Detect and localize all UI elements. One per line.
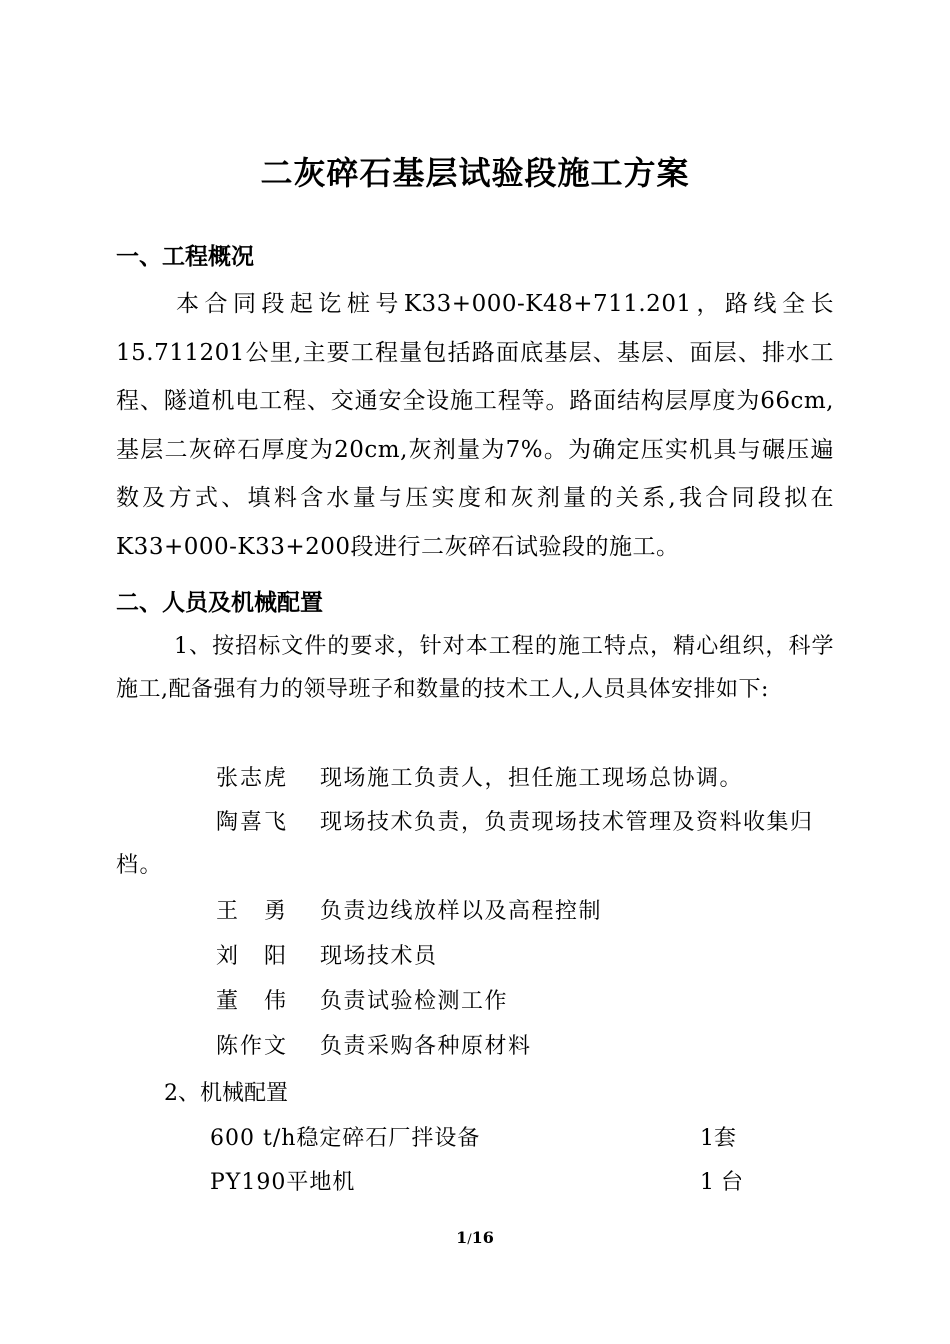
page-number xyxy=(0,1228,950,1247)
machinery-quantity: 1套 xyxy=(700,1126,736,1151)
current-page-number: 1 xyxy=(456,1228,468,1247)
personnel-row xyxy=(116,935,834,978)
personnel-name: 张志虎 xyxy=(216,766,289,791)
personnel-row xyxy=(116,757,834,800)
personnel-name: 陶喜飞 xyxy=(216,810,289,835)
personnel-role: 负责边线放样以及高程控制 xyxy=(320,899,603,924)
personnel-row xyxy=(116,1025,834,1068)
personnel-name: 刘阳 xyxy=(216,944,313,969)
total-page-count: 16 xyxy=(471,1228,494,1247)
personnel-name: 王勇 xyxy=(216,899,313,924)
overview-paragraph: 本合同段起讫桩号K33+000-K48+711.201，路线全长15.711201公里,主要工程量包括路面底基层、基层、面层、排水工程、隧道机电工程、交通安全设施工程等。路面结构层厚度为66cm,基层二灰碎石厚度为20cm,灰剂量为7%。为确定压实机具与碾压遍数及方式、填料含水量与压实度和灰剂量的关系,我合同段拟在K33+000-K33+200段进行二灰碎石试验段的施工。 xyxy=(116,291,834,560)
personnel-name: 陈作文 xyxy=(216,1034,289,1059)
section-heading-overview: 一、工程概况 xyxy=(116,243,254,270)
personnel-row xyxy=(116,801,834,887)
machinery-name: PY190平地机 xyxy=(210,1170,356,1195)
personnel-row xyxy=(116,890,834,933)
personnel-role: 现场施工负责人，担任施工现场总协调。 xyxy=(320,766,744,791)
personnel-role: 现场技术员 xyxy=(320,944,438,969)
personnel-role: 现场技术负责，负责现场技术管理及资料收集归档。 xyxy=(116,810,814,878)
document-title: 二灰碎石基层试验段施工方案 xyxy=(260,154,690,192)
section-heading-personnel-machinery: 二、人员及机械配置 xyxy=(116,589,323,616)
machinery-name: 600 t/h稳定碎石厂拌设备 xyxy=(210,1126,481,1151)
personnel-row xyxy=(116,980,834,1023)
personnel-name: 董伟 xyxy=(216,989,313,1014)
page-number-separator: / xyxy=(467,1232,472,1247)
machinery-quantity: 1 台 xyxy=(700,1170,743,1195)
personnel-intro-paragraph: 1、按招标文件的要求，针对本工程的施工特点，精心组织，科学施工,配备强有力的领导班子和数量的技术工人,人员具体安排如下: xyxy=(116,634,834,702)
personnel-role: 负责采购各种原材料 xyxy=(320,1034,532,1059)
machinery-heading: 2、机械配置 xyxy=(164,1081,288,1106)
personnel-role: 负责试验检测工作 xyxy=(320,989,509,1014)
